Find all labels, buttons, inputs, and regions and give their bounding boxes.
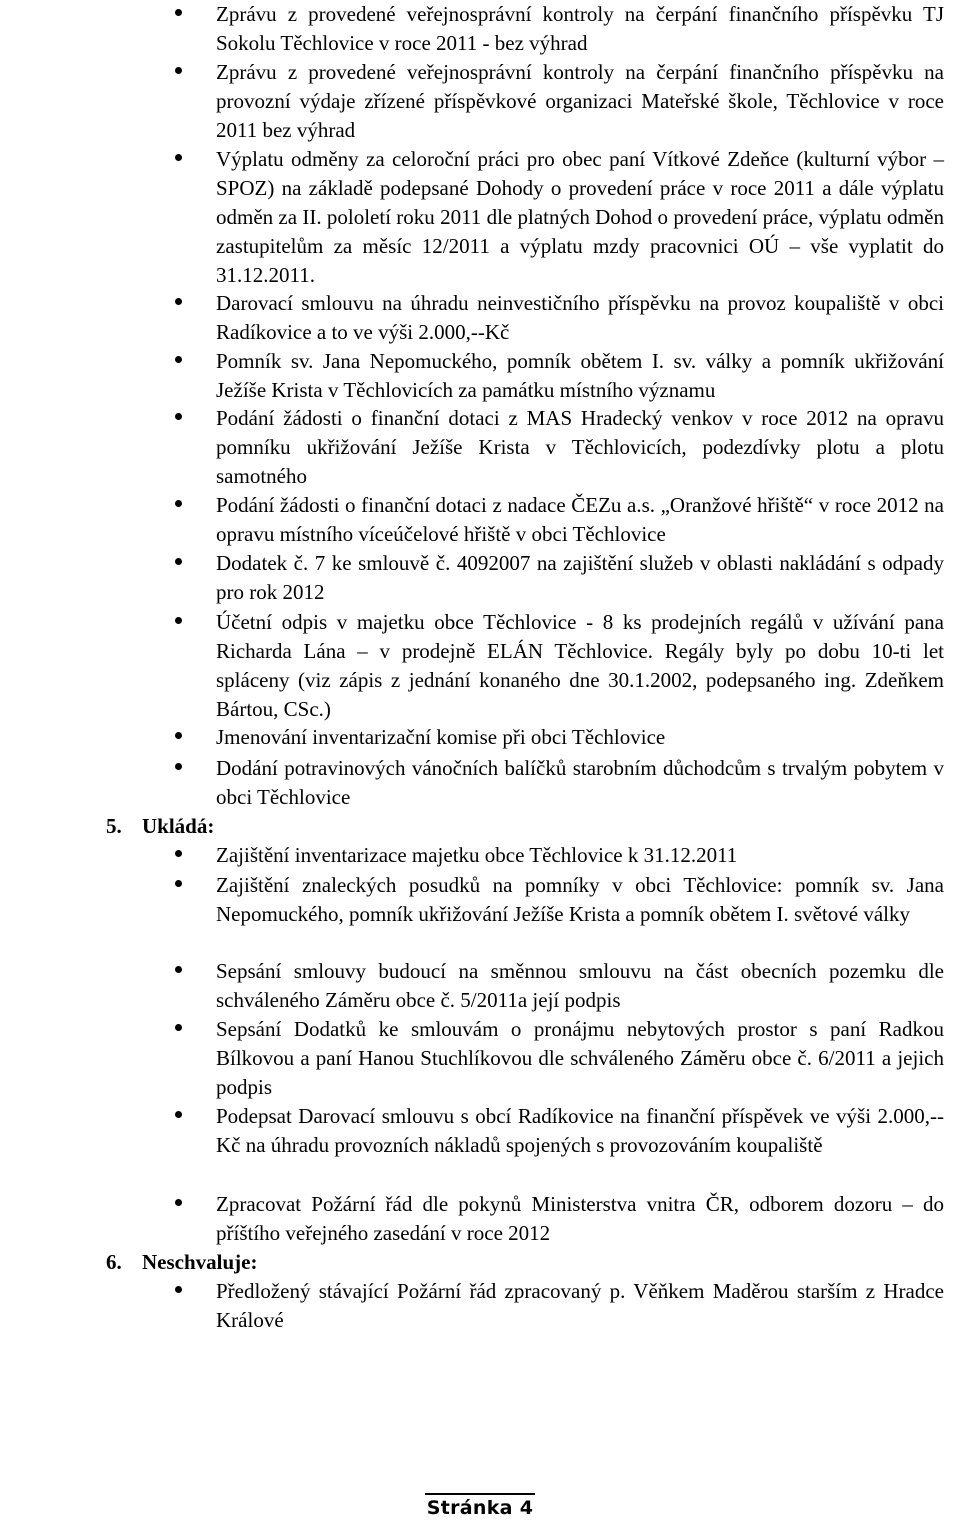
list-item-text: Podání žádosti o finanční dotaci z nadace ČEZu a.s. „Oranžové hřiště“ v roce 2012 na opravu místního víceúčelové hřiště v obci Těchlovice	[216, 493, 944, 546]
section-heading-5	[106, 812, 214, 841]
bullet-icon	[175, 1024, 182, 1031]
list-item-text: Zpracovat Požární řád dle pokynů Ministerstva vnitra ČR, odborem dozoru – do příštího veřejného zasedání v roce 2012	[216, 1192, 944, 1245]
list-item-text: Darovací smlouvu na úhradu neinvestičního příspěvku na provoz koupaliště v obci Radíkovice a to ve výši 2.000,--Kč	[216, 291, 944, 344]
list-item-text: Výplatu odměny za celoroční práci pro obec paní Vítkové Zdeňce (kulturní výbor – SPOZ) na základě podepsané Dohody o provedení práce v roce 2011 a dále výplatu odměn za II. pololetí roku 2011 dle platných Dohod o provedení práce, výplatu odměn zastupitelům za měsíc 12/2011 a výplatu mzdy pracovnici OÚ – vše vyplatit do 31.12.2011.	[216, 147, 944, 287]
section-heading-6	[106, 1248, 257, 1277]
section-number: 5.	[106, 814, 122, 838]
bullet-icon	[175, 880, 182, 887]
bullet-icon	[175, 1111, 182, 1118]
list-item-text: Sepsání smlouvy budoucí na směnnou smlouvu na část obecních pozemku dle schváleného Záměru obce č. 5/2011a její podpis	[216, 959, 944, 1012]
bullet-icon	[175, 67, 182, 74]
list-item-text: Zprávu z provedené veřejnosprávní kontroly na čerpání finančního příspěvku TJ Sokolu Těchlovice v roce 2011 - bez výhrad	[216, 2, 944, 55]
bullet-icon	[175, 732, 182, 739]
list-item-text: Jmenování inventarizační komise při obci Těchlovice	[216, 725, 666, 749]
list-item-text: Sepsání Dodatků ke smlouvám o pronájmu nebytových prostor s paní Radkou Bílkovou a paní Hanou Stuchlíkovou dle schváleného Záměru obce č. 6/2011 a jejich podpis	[216, 1017, 944, 1099]
bullet-icon	[175, 763, 182, 770]
list-item-text: Podání žádosti o finanční dotaci z MAS Hradecký venkov v roce 2012 na opravu pomníku ukřižování Ježíše Krista v Těchlovicích, podezdívky plotu a plotu samotného	[216, 406, 944, 488]
list-item-text: Dodatek č. 7 ke smlouvě č. 4092007 na zajištění služeb v oblasti nakládání s odpady pro rok 2012	[216, 551, 944, 604]
bullet-icon	[175, 617, 182, 624]
bullet-icon	[175, 298, 182, 305]
list-item-text: Zprávu z provedené veřejnosprávní kontroly na čerpání finančního příspěvku na provozní výdaje zřízené příspěvkové organizaci Mateřské škole, Těchlovice v roce 2011 bez výhrad	[216, 60, 944, 142]
bullet-icon	[175, 413, 182, 420]
bullet-icon	[175, 966, 182, 973]
bullet-icon	[175, 356, 182, 363]
list-item-text: Účetní odpis v majetku obce Těchlovice - 8 ks prodejních regálů v užívání pana Richarda Lána – v prodejně ELÁN Těchlovice. Regály byly po dobu 10-ti let spláceny (viz zápis z jednání konaného dne 30.1.2002, podepsaného ing. Zdeňkem Bártou, CSc.)	[216, 610, 944, 721]
list-item-text: Předložený stávající Požární řád zpracovaný p. Věňkem Maděrou starším z Hradce Králové	[216, 1279, 944, 1332]
list-item-text: Dodání potravinových vánočních balíčků starobním důchodcům s trvalým pobytem v obci Těchlovice	[216, 756, 944, 809]
section-number: 6.	[106, 1250, 122, 1274]
list-item-text: Podepsat Darovací smlouvu s obcí Radíkovice na finanční příspěvek ve výši 2.000,--Kč na úhradu provozních nákladů spojených s provozováním koupaliště	[216, 1104, 944, 1157]
list-item-text: Pomník sv. Jana Nepomuckého, pomník obětem I. sv. války a pomník ukřižování Ježíše Krista v Těchlovicích za památku místního významu	[216, 349, 944, 402]
bullet-icon	[175, 154, 182, 161]
list-item-text: Zajištění znaleckých posudků na pomníky v obci Těchlovice: pomník sv. Jana Nepomuckého, pomník ukřižování Ježíše Krista a pomník obětem I. světové války	[216, 873, 944, 926]
bullet-icon	[175, 9, 182, 16]
section-title: Neschvaluje:	[142, 1250, 258, 1274]
section-title: Ukládá:	[142, 814, 215, 838]
bullet-icon	[175, 850, 182, 857]
bullet-icon	[175, 1286, 182, 1293]
bullet-icon	[175, 1199, 182, 1206]
bullet-icon	[175, 500, 182, 507]
page-number: Stránka 4	[426, 1497, 534, 1519]
bullet-icon	[175, 558, 182, 565]
footer-rule	[425, 1493, 535, 1495]
list-item-text: Zajištění inventarizace majetku obce Těchlovice k 31.12.2011	[216, 843, 738, 867]
